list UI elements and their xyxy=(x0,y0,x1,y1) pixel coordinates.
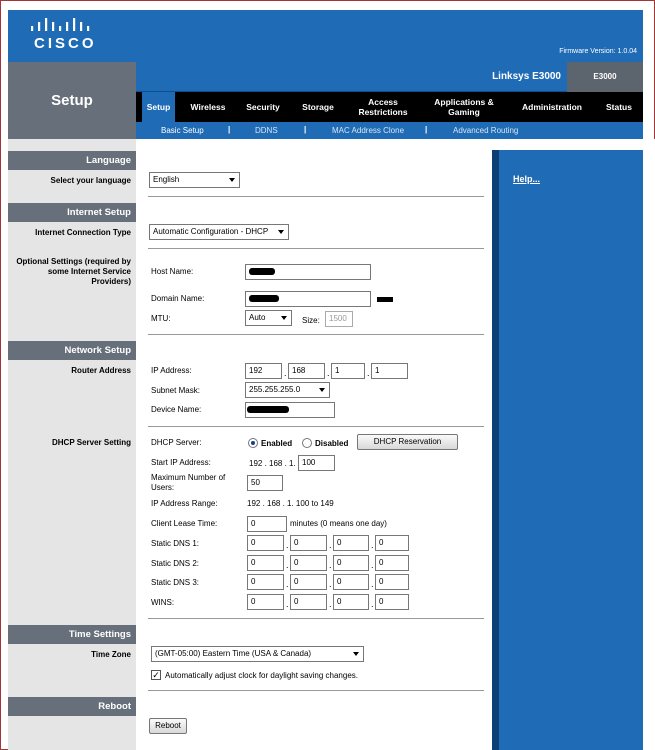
cisco-logo-icon xyxy=(30,18,90,34)
label-ip-range: IP Address Range: xyxy=(151,499,218,508)
max-users-input[interactable]: 50 xyxy=(247,475,283,491)
label-dhcp-server: DHCP Server: xyxy=(151,438,202,447)
wins-octet-3[interactable]: 0 xyxy=(333,594,369,610)
dot-separator: . xyxy=(329,560,332,570)
label-time-zone: Time Zone xyxy=(91,650,131,659)
label-max-users: Maximum Number of Users: xyxy=(151,473,226,492)
label-wins: WINS: xyxy=(151,598,175,607)
redaction-mark xyxy=(377,297,393,302)
dhcp-disabled-label: Disabled xyxy=(315,439,349,448)
dns3-octet-3[interactable]: 0 xyxy=(333,574,369,590)
sub-navigation xyxy=(136,122,643,139)
help-panel xyxy=(492,150,643,750)
connection-type-select[interactable] xyxy=(149,224,289,240)
redaction-mark xyxy=(247,406,289,413)
dot-separator: . xyxy=(367,368,370,378)
mtu-select-value: Auto xyxy=(249,313,266,322)
mtu-select[interactable] xyxy=(245,310,292,326)
dhcp-enabled-label: Enabled xyxy=(261,439,293,448)
dns3-octet-4[interactable]: 0 xyxy=(375,574,409,590)
label-connection-type: Internet Connection Type xyxy=(35,228,131,237)
label-size: Size: xyxy=(302,316,320,325)
tab-status[interactable]: Status xyxy=(606,102,632,112)
label-dns-1: Static DNS 1: xyxy=(151,539,200,548)
label-dhcp-server-setting: DHCP Server Setting xyxy=(52,438,131,447)
label-select-language: Select your language xyxy=(50,176,131,185)
dhcp-reservation-button[interactable]: DHCP Reservation xyxy=(357,434,458,450)
dns2-octet-4[interactable]: 0 xyxy=(375,555,409,571)
subtab-mac-address-clone[interactable]: MAC Address Clone xyxy=(332,126,405,135)
lease-time-input[interactable]: 0 xyxy=(247,516,287,532)
tab-setup[interactable]: Setup xyxy=(142,92,175,122)
ip-octet-4[interactable]: 1 xyxy=(371,363,408,379)
dot-separator: . xyxy=(286,579,289,589)
redaction-mark xyxy=(249,295,279,302)
label-domain-name: Domain Name: xyxy=(151,294,205,303)
tab-applications-gaming[interactable]: Applications & Gaming xyxy=(434,97,494,117)
dns1-octet-1[interactable]: 0 xyxy=(247,535,284,551)
page-margin xyxy=(643,139,655,750)
ip-octet-2[interactable]: 168 xyxy=(288,363,325,379)
lease-time-hint: minutes (0 means one day) xyxy=(290,519,387,528)
tab-storage[interactable]: Storage xyxy=(302,102,334,112)
dns3-octet-1[interactable]: 0 xyxy=(247,574,284,590)
dns2-octet-1[interactable]: 0 xyxy=(247,555,284,571)
dns3-octet-2[interactable]: 0 xyxy=(290,574,327,590)
language-select-value: English xyxy=(153,175,180,184)
dot-separator: . xyxy=(371,599,374,609)
label-dns-3: Static DNS 3: xyxy=(151,578,200,587)
section-header xyxy=(8,62,136,139)
top-banner xyxy=(8,10,643,62)
dot-separator: . xyxy=(327,368,330,378)
label-host-name: Host Name: xyxy=(151,267,194,276)
dot-separator: . xyxy=(329,599,332,609)
help-panel-top xyxy=(492,139,643,150)
model-bar xyxy=(136,62,643,92)
dns1-octet-2[interactable]: 0 xyxy=(290,535,327,551)
reboot-button[interactable]: Reboot xyxy=(149,718,187,734)
time-zone-value: (GMT-05:00) Eastern Time (USA & Canada) xyxy=(155,649,312,658)
dot-separator: . xyxy=(371,560,374,570)
connection-type-value: Automatic Configuration - DHCP xyxy=(153,227,269,236)
ip-octet-1[interactable]: 192 xyxy=(245,363,282,379)
model-code: E3000 xyxy=(567,62,643,92)
dot-separator: . xyxy=(329,540,332,550)
start-ip-last-octet[interactable]: 100 xyxy=(298,455,335,471)
chevron-down-icon xyxy=(319,388,325,392)
wins-octet-1[interactable]: 0 xyxy=(247,594,284,610)
firmware-version: Firmware Version: 1.0.04 xyxy=(559,48,637,55)
subnav-separator: | xyxy=(425,125,428,134)
label-router-address: Router Address xyxy=(71,366,131,375)
label-subnet-mask: Subnet Mask: xyxy=(151,386,200,395)
tab-wireless[interactable]: Wireless xyxy=(190,102,226,112)
subtab-ddns[interactable]: DDNS xyxy=(255,126,278,135)
mtu-size-input[interactable]: 1500 xyxy=(325,311,353,327)
dot-separator: . xyxy=(284,368,287,378)
page-title: Setup xyxy=(51,92,93,109)
tab-security[interactable]: Security xyxy=(246,102,280,112)
label-optional-settings: Optional Settings (required by some Internet Service Providers) xyxy=(16,257,131,286)
section-reboot: Reboot xyxy=(8,697,136,716)
dhcp-disabled-radio[interactable] xyxy=(302,438,312,448)
dns2-octet-2[interactable]: 0 xyxy=(290,555,327,571)
subnav-separator: | xyxy=(304,125,307,134)
divider xyxy=(148,334,484,335)
start-ip-prefix: 192 . 168 . 1. xyxy=(249,459,296,468)
wins-octet-4[interactable]: 0 xyxy=(375,594,409,610)
subtab-basic-setup[interactable]: Basic Setup xyxy=(161,126,204,135)
ip-range-value: 192 . 168 . 1. 100 to 149 xyxy=(247,499,334,508)
section-network-setup: Network Setup xyxy=(8,341,136,360)
language-select[interactable] xyxy=(149,172,240,188)
label-ip-address: IP Address: xyxy=(151,366,192,375)
main-tabs xyxy=(136,92,643,122)
dst-checkbox[interactable]: ✓ xyxy=(152,670,160,680)
divider xyxy=(148,248,484,249)
ip-octet-3[interactable]: 1 xyxy=(331,363,365,379)
label-mtu: MTU: xyxy=(151,314,171,323)
dns1-octet-4[interactable]: 0 xyxy=(375,535,409,551)
dot-separator: . xyxy=(329,579,332,589)
label-dns-2: Static DNS 2: xyxy=(151,559,200,568)
divider xyxy=(148,690,484,691)
chevron-down-icon xyxy=(229,178,235,182)
tab-access-restrictions[interactable]: Access Restrictions xyxy=(358,97,408,117)
label-lease-time: Client Lease Time: xyxy=(151,519,218,528)
model-name: Linksys E3000 xyxy=(492,71,561,82)
help-link[interactable]: Help... xyxy=(513,174,541,184)
chevron-down-icon xyxy=(353,652,359,656)
dst-label: Automatically adjust clock for daylight saving changes. xyxy=(165,671,358,680)
dns1-octet-3[interactable]: 0 xyxy=(333,535,369,551)
label-device-name: Device Name: xyxy=(151,405,202,414)
chevron-down-icon xyxy=(278,230,284,234)
dot-separator: . xyxy=(286,599,289,609)
redaction-mark xyxy=(249,268,275,275)
time-zone-select[interactable] xyxy=(151,646,364,662)
label-start-ip: Start IP Address: xyxy=(151,458,211,467)
dot-separator: . xyxy=(371,540,374,550)
dot-separator: . xyxy=(286,560,289,570)
divider xyxy=(148,196,484,197)
dot-separator: . xyxy=(371,579,374,589)
dhcp-enabled-radio[interactable] xyxy=(248,438,258,448)
chevron-down-icon xyxy=(281,316,287,320)
subnet-mask-select[interactable] xyxy=(245,382,330,398)
subtab-advanced-routing[interactable]: Advanced Routing xyxy=(453,126,519,135)
wins-octet-2[interactable]: 0 xyxy=(290,594,327,610)
subnav-separator: | xyxy=(228,125,231,134)
section-time-settings: Time Settings xyxy=(8,625,136,644)
cisco-logo-text: CISCO xyxy=(34,35,97,52)
divider xyxy=(148,426,484,427)
section-internet-setup: Internet Setup xyxy=(8,203,136,222)
section-language: Language xyxy=(8,151,136,170)
dns2-octet-3[interactable]: 0 xyxy=(333,555,369,571)
subnet-mask-value: 255.255.255.0 xyxy=(249,385,301,394)
divider xyxy=(148,618,484,619)
tab-administration[interactable]: Administration xyxy=(522,102,582,112)
dot-separator: . xyxy=(286,540,289,550)
